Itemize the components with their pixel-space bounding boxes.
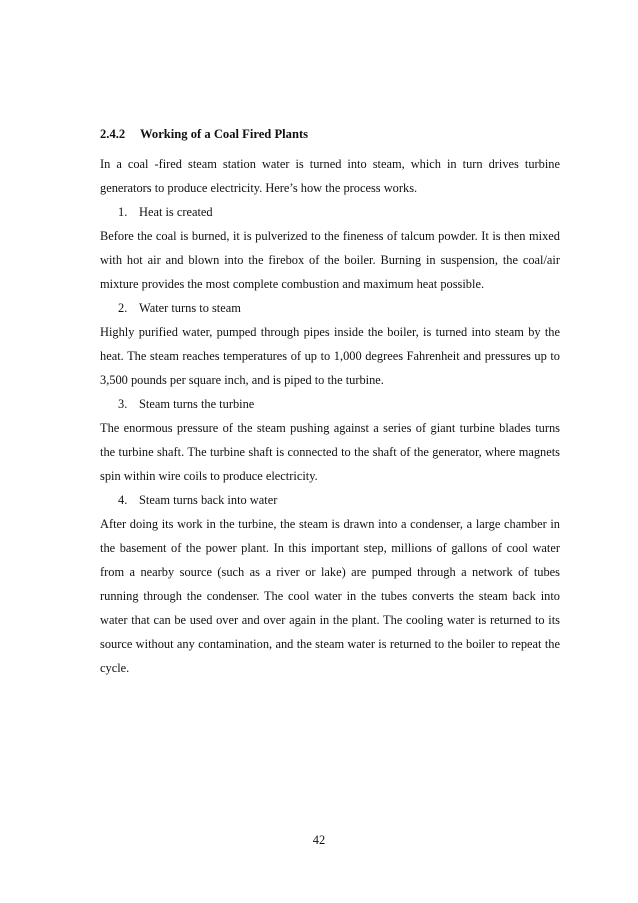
- step-3-heading: [100, 392, 560, 416]
- step-4-heading: [100, 488, 560, 512]
- step-3-label: Steam turns the turbine: [139, 397, 255, 411]
- step-1-marker: 1.: [118, 205, 128, 219]
- section-number: 2.4.2: [100, 127, 126, 141]
- intro-paragraph: In a coal -fired steam station water is turned into steam, which in turn drives turbine generators to produce electricity. Here’s how the process works.: [100, 157, 560, 195]
- page-content: [100, 122, 560, 680]
- step-3-paragraph: The enormous pressure of the steam pushing against a series of giant turbine blades turns the turbine shaft. The turbine shaft is connected to the shaft of the generator, where magnets spin within wire coils to produce electricity.: [100, 421, 560, 483]
- step-2-paragraph: Highly purified water, pumped through pipes inside the boiler, is turned into steam by the heat. The steam reaches temperatures of up to 1,000 degrees Fahrenheit and pressures up to 3,500 pounds per square inch, and is piped to the turbine.: [100, 325, 560, 387]
- step-1-label: Heat is created: [139, 205, 213, 219]
- section-title: Working of a Coal Fired Plants: [140, 127, 309, 141]
- section-heading: [100, 122, 560, 146]
- step-1-paragraph: Before the coal is burned, it is pulverized to the fineness of talcum powder. It is then mixed with hot air and blown into the firebox of the boiler. Burning in suspension, the coal/air mixture provides the most complete combustion and maximum heat possible.: [100, 229, 560, 291]
- step-3-marker: 3.: [118, 397, 128, 411]
- step-2-marker: 2.: [118, 301, 128, 315]
- page-number: 42: [312, 833, 326, 847]
- step-1-heading: [100, 200, 560, 224]
- step-4-label: Steam turns back into water: [139, 493, 278, 507]
- step-4-marker: 4.: [118, 493, 128, 507]
- step-2-label: Water turns to steam: [139, 301, 241, 315]
- step-4-paragraph: After doing its work in the turbine, the steam is drawn into a condenser, a large chamber in the basement of the power plant. In this important step, millions of gallons of cool water from a nearby source (such as a river or lake) are pumped through a network of tubes running through the condenser. The cool water in the tubes converts the steam back into water that can be used over and over again in the plant. The cooling water is returned to its source without any contamination, and the steam water is returned to the boiler to repeat the cycle.: [100, 517, 560, 675]
- step-2-heading: [100, 296, 560, 320]
